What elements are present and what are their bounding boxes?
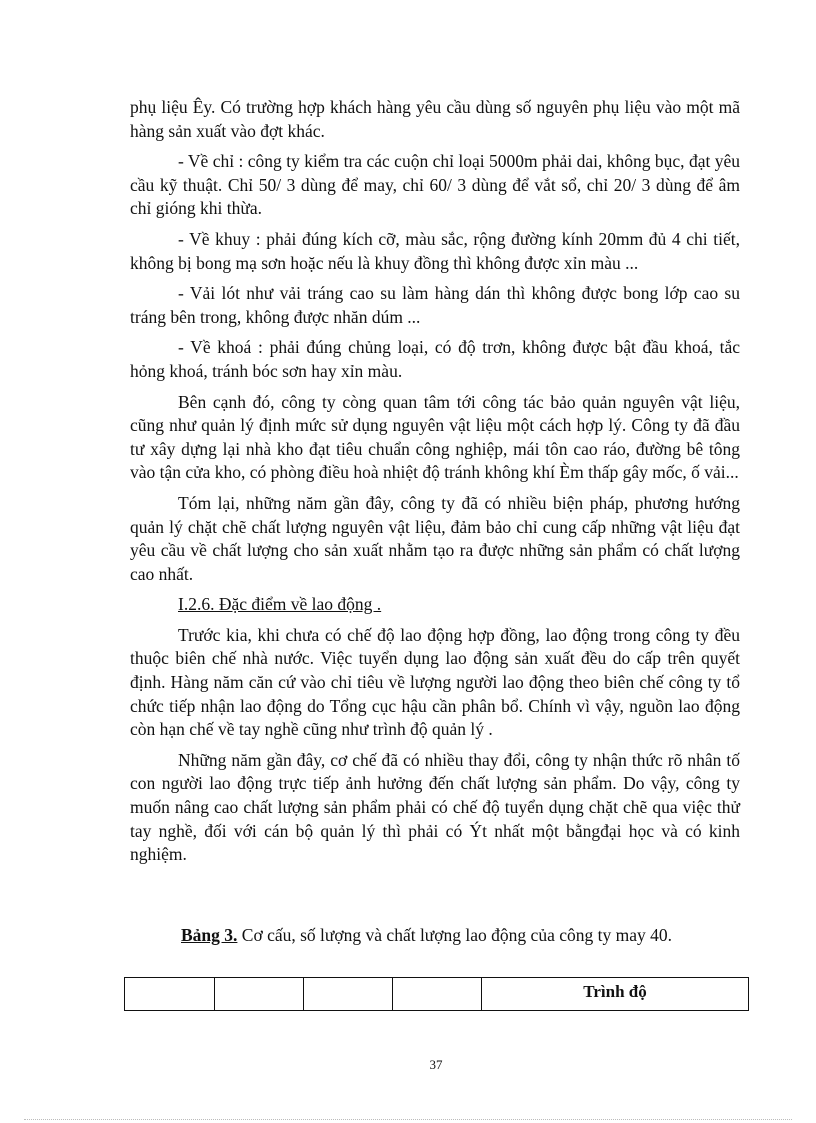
paragraph-7: Tóm lại, những năm gần đây, công ty đã có nhiều biện pháp, phương hướng quản lý chặt chẽ chất lượng nguyên vật liệu, đảm bảo chỉ cung cấp những vật liệu đạt yêu cầu về chất lượng cho sản xuất nhằm tạo ra được những sản phẩm có chất lượng cao nhất. (130, 492, 740, 584)
table-header-cell (393, 978, 482, 1011)
body-text (130, 96, 740, 874)
table-header-cell (215, 978, 304, 1011)
table-caption (181, 925, 672, 946)
table-caption-text: Cơ cấu, số lượng và chất lượng lao động của công ty may 40. (237, 925, 672, 945)
table-caption-label: Bảng 3. (181, 925, 238, 945)
table-header-cell (125, 978, 215, 1011)
paragraph-8: Trước kia, khi chưa có chế độ lao động hợp đồng, lao động trong công ty đều thuộc biên chế nhà nước. Việc tuyển dụng lao động sản xuất đều do cấp trên quyết định. Hàng năm căn cứ vào chỉ tiêu về lượng người lao động theo biên chế công ty tổ chức tiếp nhận lao động do Tổng cục hậu cần phân bổ. Chính vì vậy, nguồn lao động còn hạn chế về tay nghề cũng như trình độ quản lý . (130, 624, 740, 740)
paragraph-1: phụ liệu Êy. Có trường hợp khách hàng yêu cầu dùng số nguyên phụ liệu vào một mã hàng sản xuất vào đợt khác. (130, 97, 740, 141)
section-heading (130, 593, 740, 617)
paragraph-4: - Vải lót như vải tráng cao su làm hàng dán thì không được bong lớp cao su tráng bên trong, không được nhăn dúm ... (130, 283, 740, 327)
table-header-cell (304, 978, 393, 1011)
paragraph-6: Bên cạnh đó, công ty còng quan tâm tới công tác bảo quản nguyên vật liệu, cũng như quản lý định mức sử dụng nguyên vật liệu một cách hợp lý. Công ty đã đầu tư xây dựng lại nhà kho đạt tiêu chuẩn công nghiệp, mái tôn cao ráo, đường bê tông vào tận cửa kho, có phòng điều hoà nhiệt độ tránh không khí Èm thấp gây mốc, ố vải... (130, 391, 740, 483)
section-heading-text: I.2.6. Đặc điểm về lao động . (178, 594, 382, 615)
table-header-row (125, 978, 749, 1011)
paragraph-5: - Về khoá : phải đúng chủng loại, có độ trơn, không được bật đầu khoá, tắc hỏng khoá, tránh bóc sơn hay xỉn màu. (130, 337, 740, 381)
page-number: 37 (429, 1057, 443, 1072)
paragraph-2: - Về chỉ : công ty kiểm tra các cuộn chỉ loại 5000m phải dai, không bục, đạt yêu cầu kỹ thuật. Chỉ 50/ 3 dùng để may, chỉ 60/ 3 dùng để vắt sổ, chỉ 20/ 3 dùng để âm chỉ gióng khi thừa. (130, 151, 740, 219)
paragraph-3: - Về khuy : phải đúng kích cỡ, màu sắc, rộng đường kính 20mm đủ 4 chi tiết, không bị bong mạ sơn hoặc nếu là khuy đồng thì không được xỉn màu ... (130, 228, 740, 273)
labor-table (124, 977, 749, 1011)
table-header-trinh-do: Trình độ (482, 978, 749, 1011)
paragraph-9: Những năm gần đây, cơ chế đã có nhiều thay đổi, công ty nhận thức rõ nhân tố con người lao động trực tiếp ảnh hưởng đến chất lượng sản phẩm. Do vậy, công ty muốn nâng cao chất lượng sản phẩm phải có chế độ tuyển dụng chặt chẽ qua việc thử tay nghề, đối với cán bộ quản lý thì phải có Ýt nhất một bằngđại học và có kinh nghiệm. (130, 749, 740, 865)
page-bottom-divider (24, 1119, 792, 1120)
